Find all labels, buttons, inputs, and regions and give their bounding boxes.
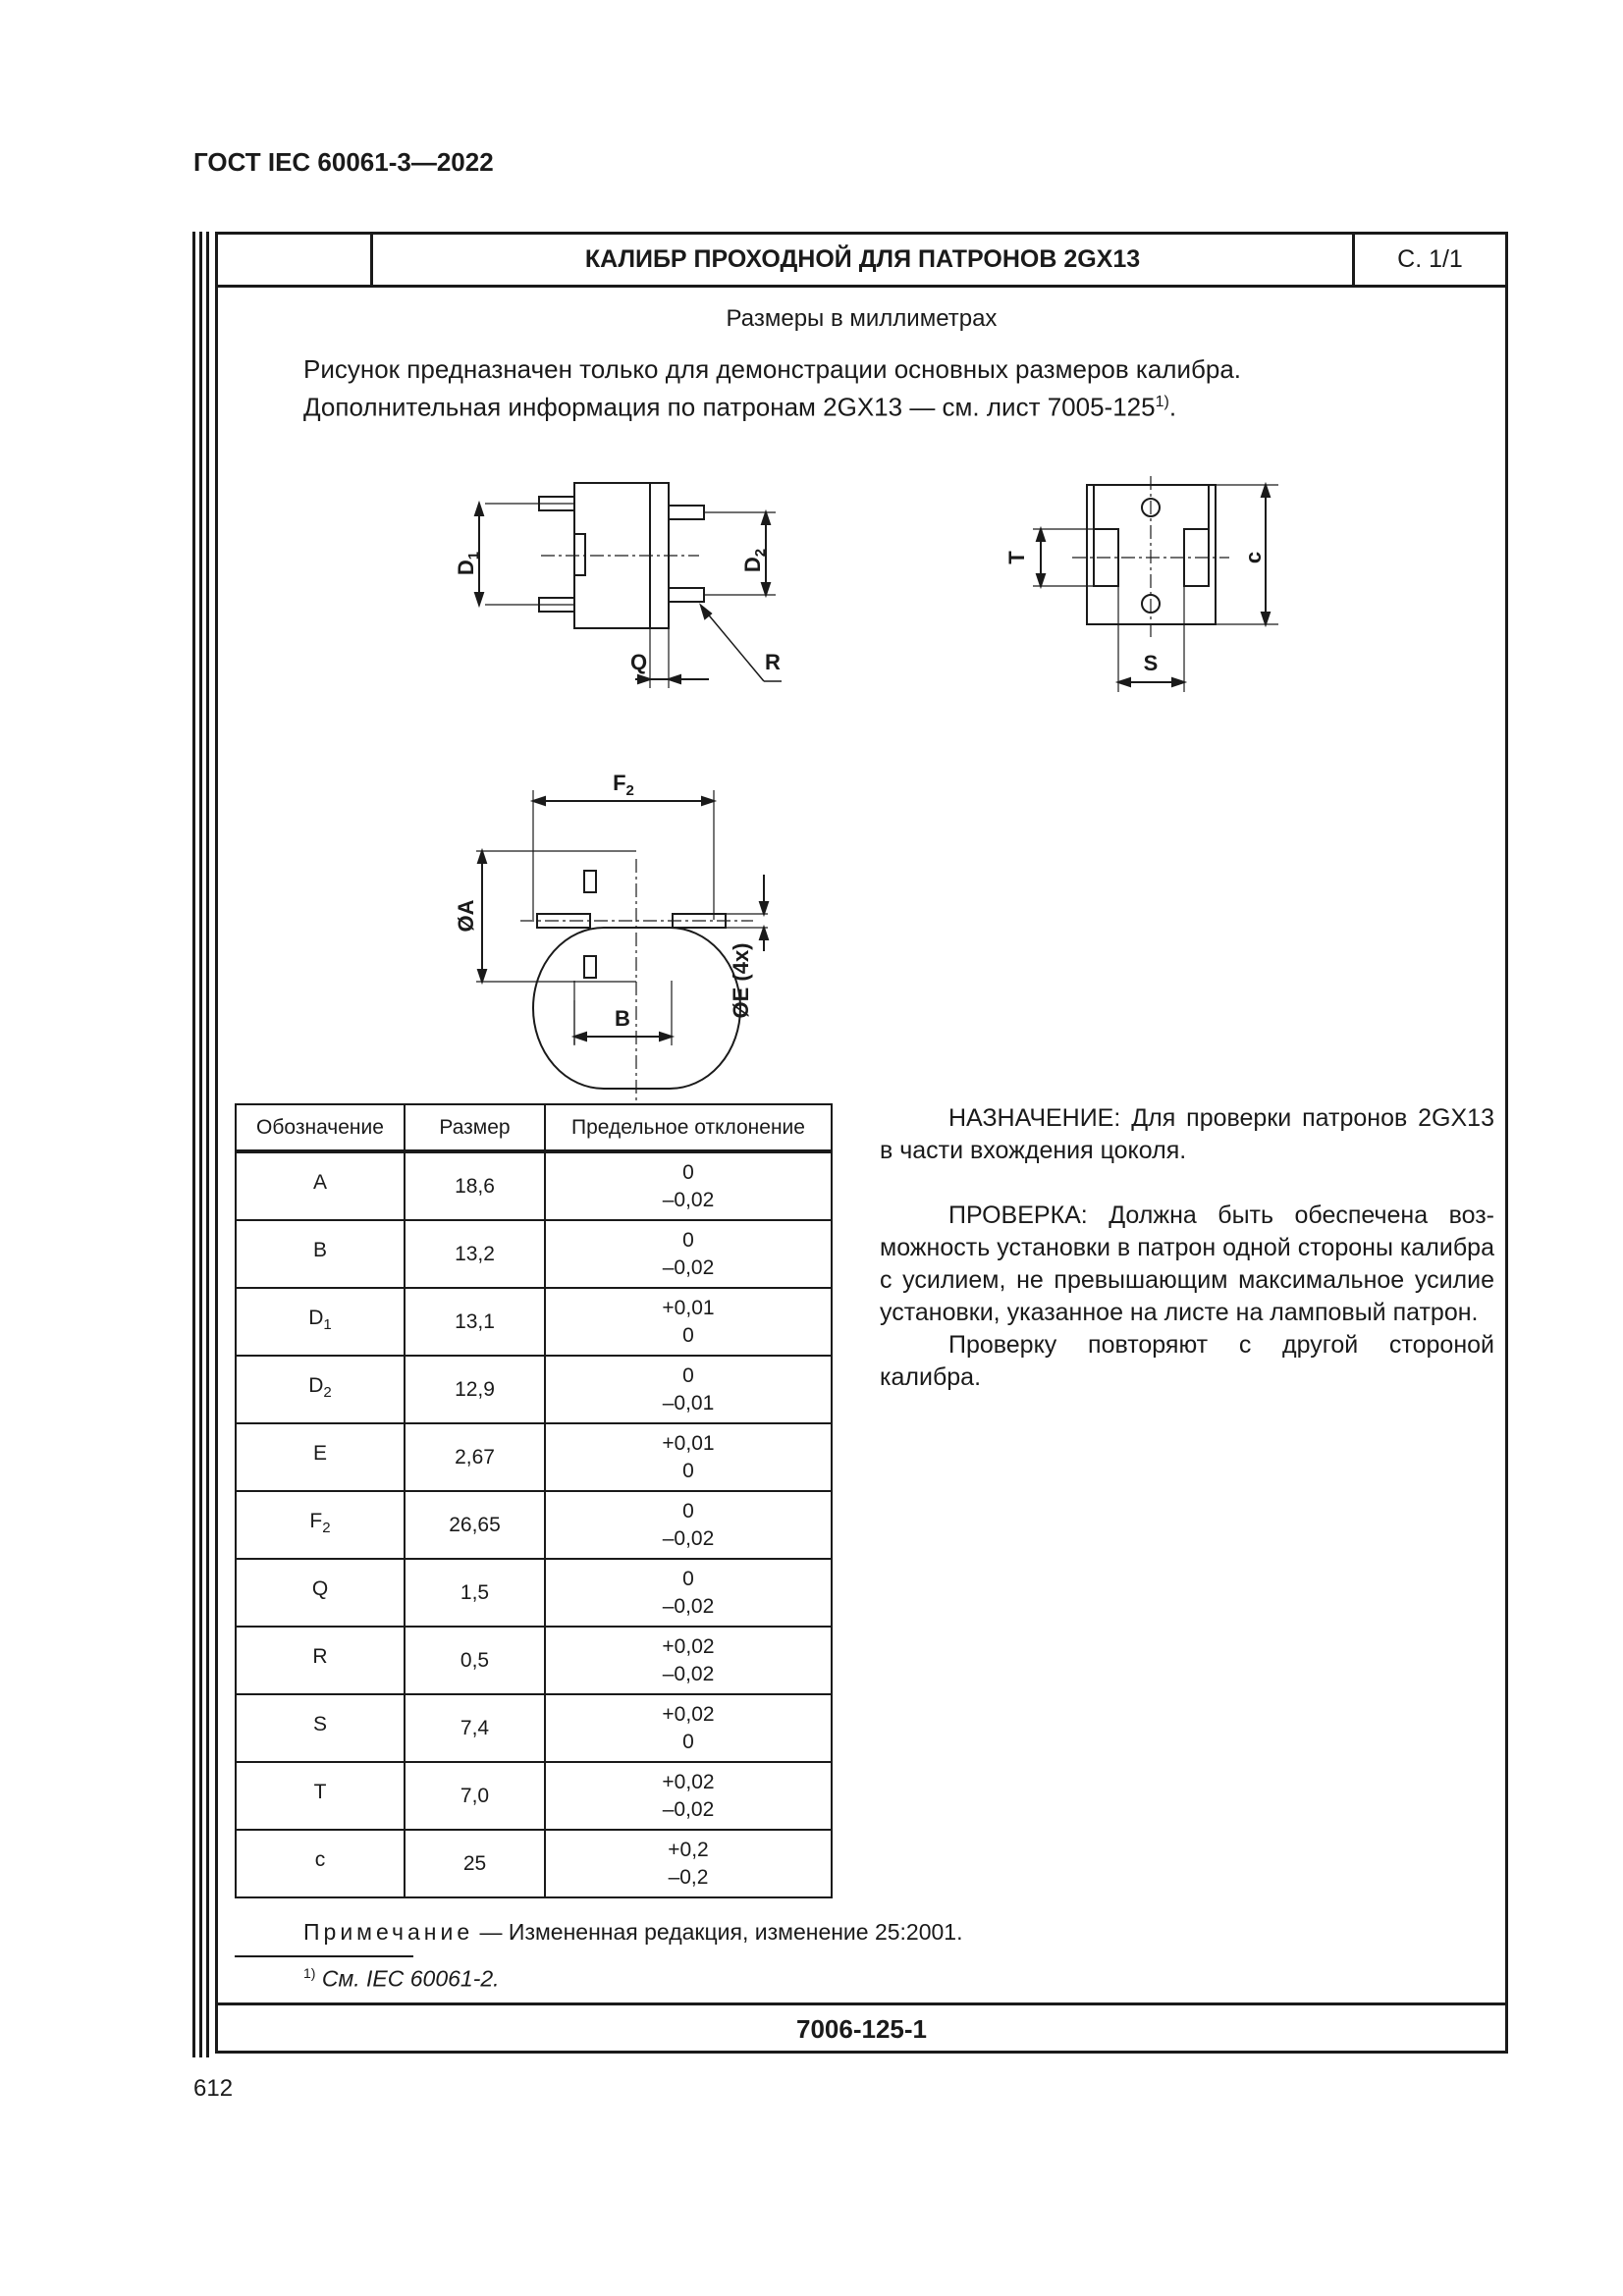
cell-symbol: [236, 1762, 405, 1830]
table-row: [236, 1423, 832, 1491]
cell-size: 7,4: [405, 1694, 545, 1762]
footnote-divider: [235, 1955, 413, 1957]
cell-symbol: [236, 1627, 405, 1694]
purpose-text: НАЗНАЧЕНИЕ: Для проверки патронов 2GX13 в части вхождения цоколя.: [880, 1104, 1494, 1164]
cell-tolerance: [545, 1423, 832, 1491]
symbol-text: R: [312, 1644, 328, 1668]
tolerance-upper: +0,01: [662, 1431, 715, 1455]
cell-tolerance: [545, 1288, 832, 1356]
cell-symbol: [236, 1694, 405, 1762]
symbol-subscript: 2: [323, 1384, 332, 1402]
standard-sheet: [215, 232, 1508, 2054]
symbol-text: F: [309, 1509, 323, 1532]
symbol-text: D: [308, 1373, 324, 1397]
symbol-subscript: 2: [322, 1520, 331, 1537]
cell-symbol: [236, 1559, 405, 1627]
tolerance-lower: –0,02: [662, 1797, 715, 1821]
label-D1: $D_1$: [454, 551, 482, 576]
cell-symbol: [236, 1830, 405, 1897]
table-row: [236, 1491, 832, 1559]
symbol-text: T: [313, 1780, 327, 1803]
note-label: Примечание: [303, 1919, 474, 1945]
header-tolerance: Предельное отклонение: [545, 1104, 832, 1151]
tolerance-upper: 0: [682, 1499, 694, 1522]
symbol-text: B: [312, 1238, 327, 1261]
symbol-text: c: [314, 1847, 326, 1871]
cell-symbol: [236, 1220, 405, 1288]
intro-line-2-text: Дополнительная информация по патронам 2GX13 — см. лист 7005-125: [303, 392, 1156, 422]
cell-tolerance: [545, 1491, 832, 1559]
tolerance-upper: 0: [682, 1160, 694, 1184]
table-row: [236, 1151, 832, 1220]
tolerance-lower: –0,02: [662, 1662, 715, 1685]
symbol-text: E: [312, 1441, 327, 1465]
repeat-text: Проверку повторяют с другой стороной калибра.: [880, 1331, 1494, 1391]
cell-size: 2,67: [405, 1423, 545, 1491]
cell-symbol: [236, 1151, 405, 1220]
header-size: Размер: [405, 1104, 545, 1151]
top-view-drawing: [476, 790, 768, 1103]
table-row: [236, 1694, 832, 1762]
page-number: 612: [193, 2075, 234, 2102]
cell-size: 26,65: [405, 1491, 545, 1559]
sheet-code: 7006-125-1: [218, 2002, 1505, 2054]
cell-symbol: [236, 1491, 405, 1559]
table-row: [236, 1830, 832, 1897]
tolerance-lower: –0,01: [662, 1391, 715, 1415]
symbol-text: A: [312, 1170, 327, 1194]
table-row: [236, 1356, 832, 1423]
table-header-row: [236, 1104, 832, 1151]
label-F2: $F_2$: [613, 771, 634, 799]
cell-size: 7,0: [405, 1762, 545, 1830]
label-T: T: [1004, 551, 1029, 564]
symbol-text: D: [308, 1306, 324, 1329]
units-note: Размеры в миллиметрах: [726, 305, 998, 332]
cell-size: 12,9: [405, 1356, 545, 1423]
symbol-subscript: 1: [323, 1316, 332, 1334]
cell-symbol: [236, 1356, 405, 1423]
tolerance-upper: +0,02: [662, 1634, 715, 1658]
cell-tolerance: [545, 1627, 832, 1694]
cell-tolerance: [545, 1694, 832, 1762]
table-row: [236, 1220, 832, 1288]
cell-tolerance: [545, 1151, 832, 1220]
note: [303, 1919, 963, 1946]
cell-tolerance: [545, 1830, 832, 1897]
standard-header: ГОСТ IEC 60061-3—2022: [193, 147, 494, 177]
cell-tolerance: [545, 1559, 832, 1627]
footnote-marker: 1): [1155, 394, 1169, 410]
table-row: [236, 1559, 832, 1627]
cell-tolerance: [545, 1220, 832, 1288]
table-row: [236, 1288, 832, 1356]
dimensions-table: [235, 1103, 833, 1898]
tolerance-upper: +0,02: [662, 1702, 715, 1726]
label-R: R: [765, 650, 781, 674]
intro-line-2-end: .: [1168, 392, 1177, 422]
tolerance-upper: +0,01: [662, 1296, 715, 1319]
cell-size: 1,5: [405, 1559, 545, 1627]
cell-size: 0,5: [405, 1627, 545, 1694]
tolerance-upper: 0: [682, 1567, 694, 1590]
tolerance-upper: +0,2: [668, 1838, 709, 1861]
symbol-text: S: [312, 1712, 327, 1735]
sheet-page-ref: С. 1/1: [1397, 245, 1463, 273]
tolerance-lower: –0,02: [662, 1594, 715, 1618]
tolerance-lower: –0,2: [668, 1865, 709, 1889]
binding-line: [192, 232, 195, 2057]
tolerance-upper: +0,02: [662, 1770, 715, 1793]
description-block: [880, 1102, 1494, 1394]
footnote: [303, 1965, 500, 1993]
tolerance-upper: 0: [682, 1363, 694, 1387]
sheet-title: КАЛИБР ПРОХОДНОЙ ДЛЯ ПАТРОНОВ 2GX13: [373, 235, 1355, 285]
label-S: S: [1143, 651, 1159, 675]
symbol-text: Q: [311, 1576, 329, 1600]
cell-tolerance: [545, 1762, 832, 1830]
label-A: ØA: [454, 899, 478, 933]
cell-size: 25: [405, 1830, 545, 1897]
cell-size: 13,1: [405, 1288, 545, 1356]
label-B: B: [615, 1006, 630, 1031]
cell-size: 13,2: [405, 1220, 545, 1288]
binding-line: [199, 232, 202, 2057]
cell-symbol: [236, 1423, 405, 1491]
note-text: — Измененная редакция, изменение 25:2001.: [473, 1919, 963, 1945]
header-symbol: Обозначение: [236, 1104, 405, 1151]
label-D2: $D_2$: [740, 548, 769, 573]
footnote-text: См. IEC 60061-2.: [315, 1965, 500, 1992]
table-row: [236, 1627, 832, 1694]
binding-line: [206, 232, 209, 2057]
tolerance-lower: 0: [682, 1323, 694, 1347]
label-E: ØE (4x): [729, 942, 753, 1019]
tolerance-lower: 0: [682, 1459, 694, 1482]
tolerance-lower: –0,02: [662, 1255, 715, 1279]
tolerance-lower: –0,02: [662, 1188, 715, 1211]
label-Q: Q: [630, 650, 648, 674]
tolerance-upper: 0: [682, 1228, 694, 1252]
intro-line-1: Рисунок предназначен только для демонстрации основных размеров калибра.: [303, 354, 1242, 384]
check-text: ПРОВЕРКА: Должна быть обеспечена возможность установки в патрон одной стороны калибра с усилием, не превышающим максимальное усилие установки, указанное на листе на ламповый патрон.: [880, 1201, 1494, 1326]
side-view-drawing: [475, 483, 782, 688]
cell-tolerance: [545, 1356, 832, 1423]
cell-symbol: [236, 1288, 405, 1356]
table-row: [236, 1762, 832, 1830]
cell-size: 18,6: [405, 1151, 545, 1220]
label-c: c: [1241, 551, 1266, 564]
footnote-mark: 1): [303, 1965, 316, 1981]
tolerance-lower: 0: [682, 1730, 694, 1753]
tolerance-lower: –0,02: [662, 1526, 715, 1550]
